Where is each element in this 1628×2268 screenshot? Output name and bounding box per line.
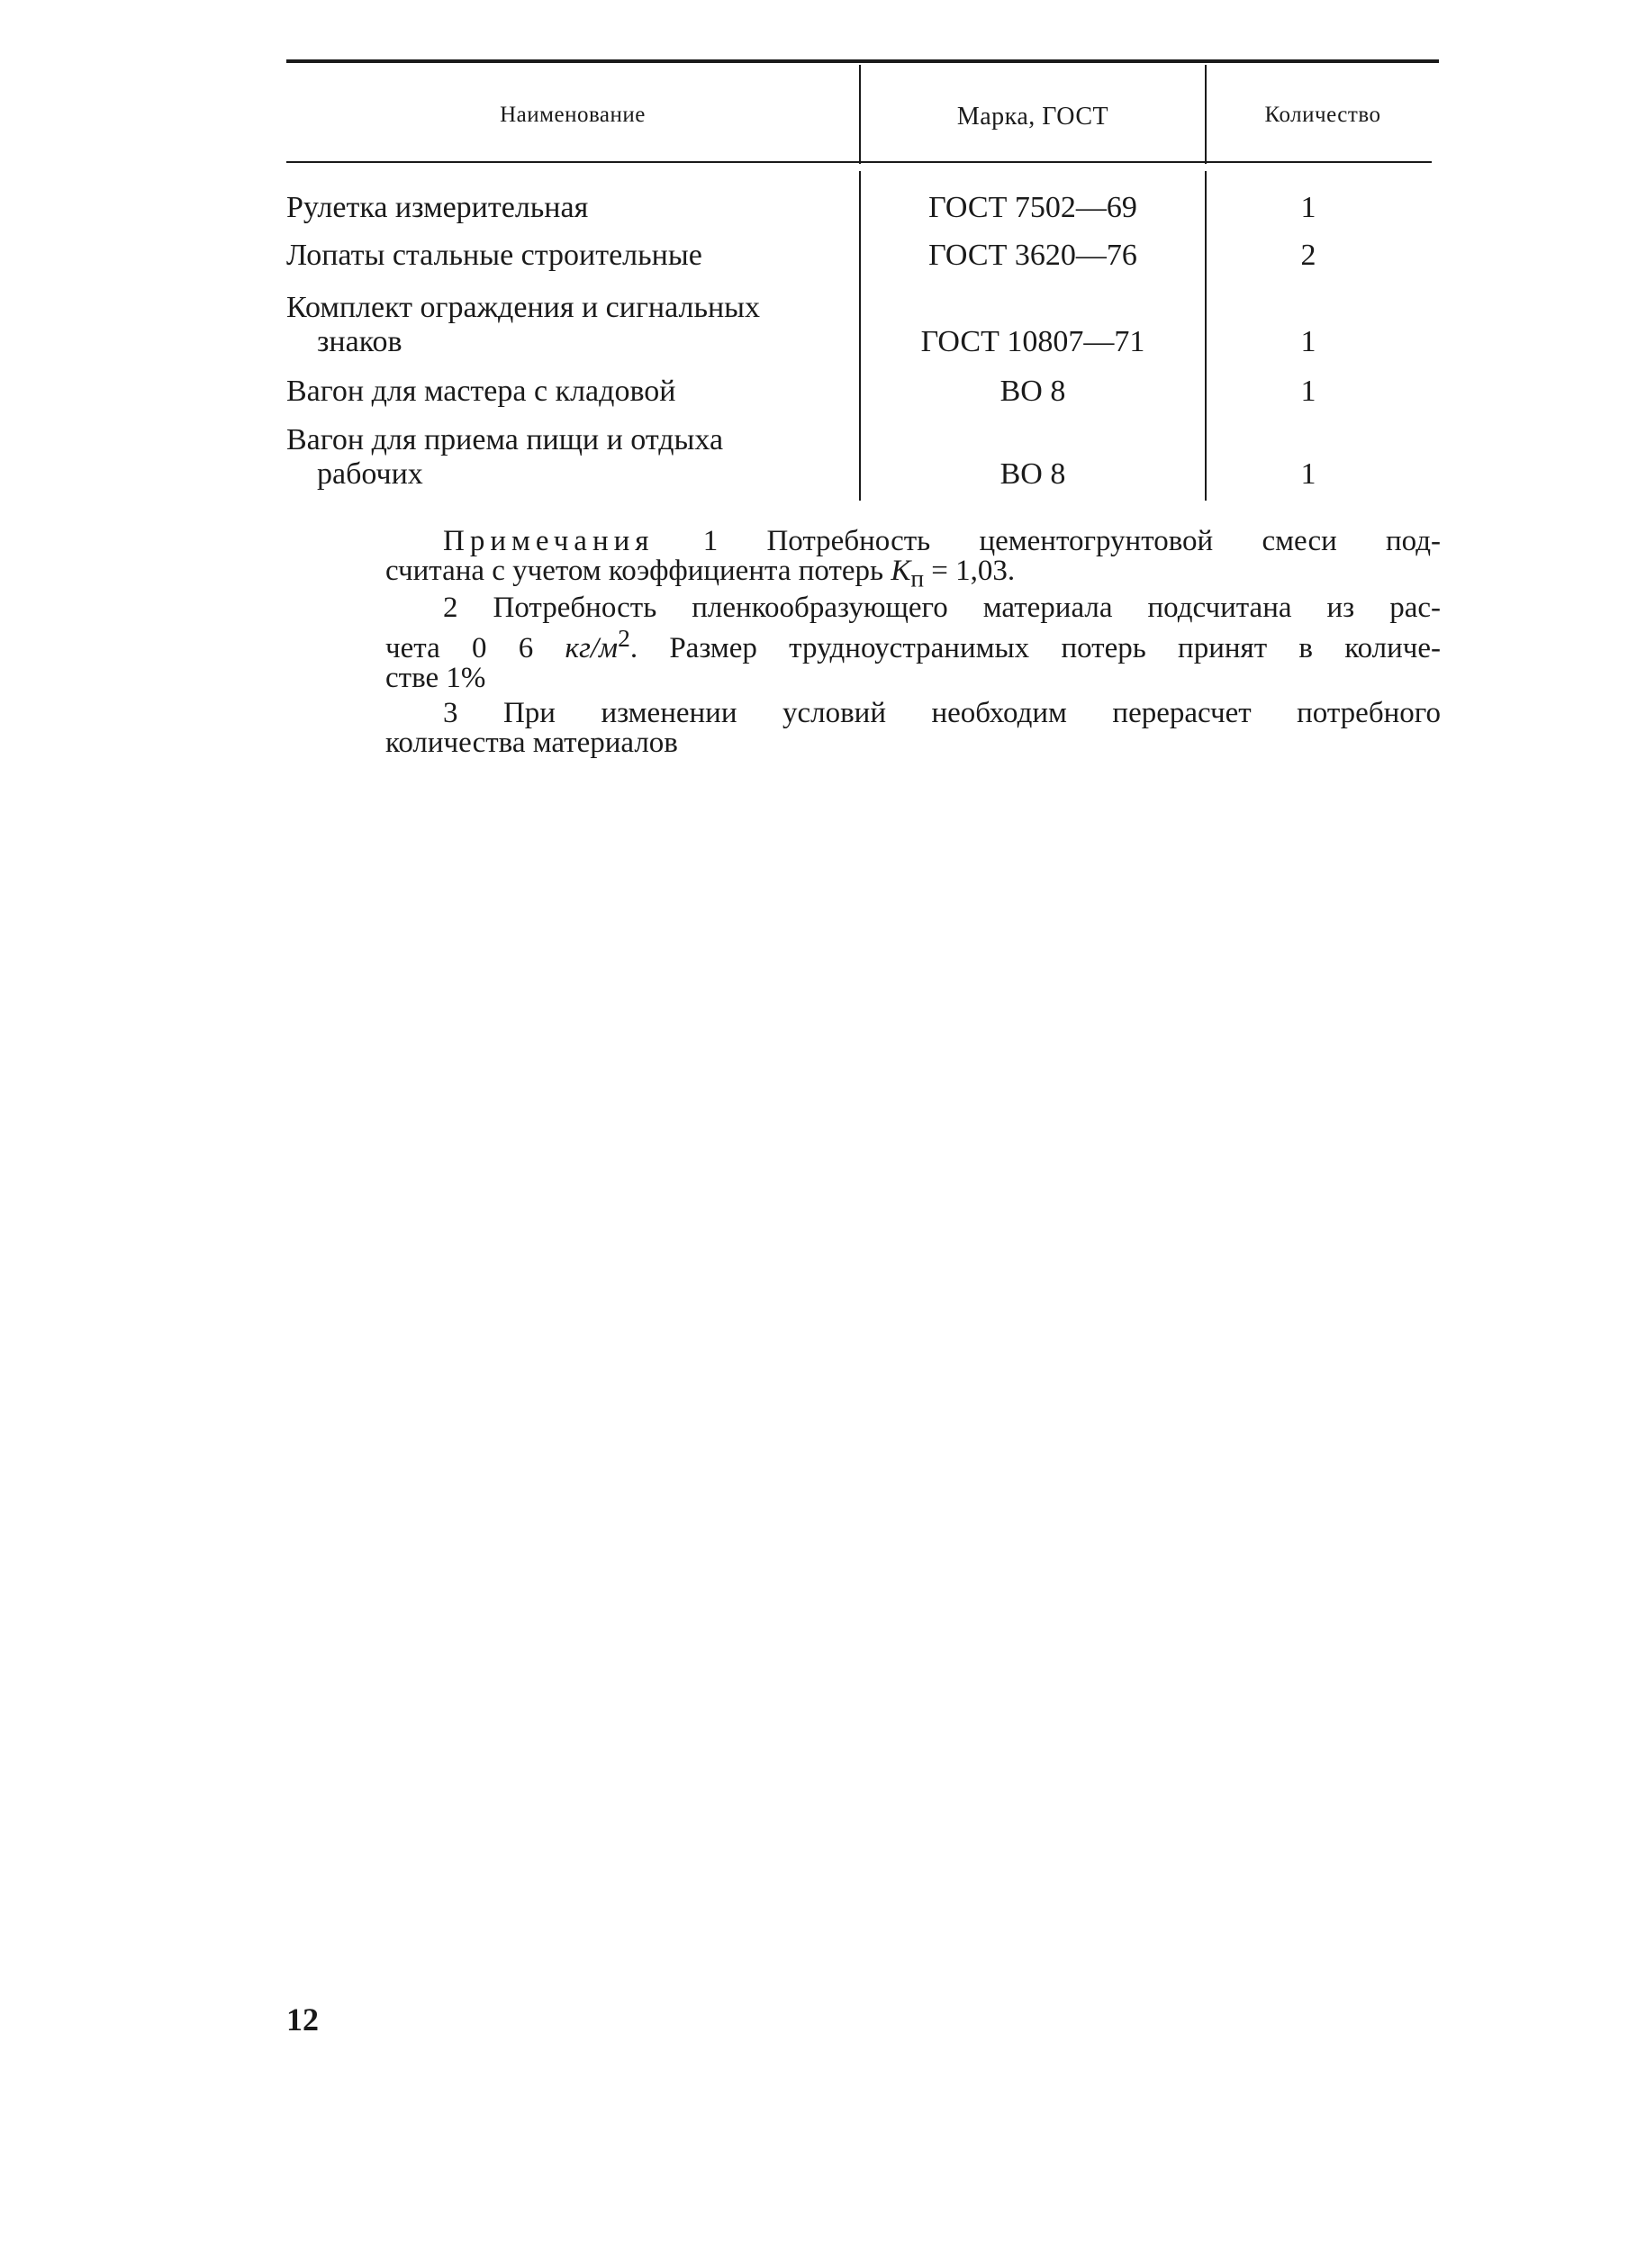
- header-name: Наименование: [500, 103, 646, 127]
- note-2-line: чета 0 6 $кг/м^2$. Размер трудноустранимых потерь принят в количе-: [385, 623, 1442, 664]
- unit: кг/м: [565, 631, 619, 664]
- header-qty: Количество: [1264, 103, 1381, 127]
- note-3-line: количества материалов: [385, 726, 678, 759]
- note-2-line: 2 Потребность пленкообразующего материала подсчитана из рас-: [443, 591, 1441, 624]
- note-3-line: 3 При изменении условий необходим перерасчет потребного: [443, 696, 1441, 729]
- table-row-qty: 1: [1300, 191, 1316, 224]
- table-row-qty: 1: [1300, 325, 1316, 358]
- table-row-mark: ГОСТ 3620—76: [928, 239, 1137, 272]
- note-2-line: стве 1%: [385, 661, 486, 694]
- table-row-mark: ВО 8: [999, 375, 1066, 408]
- table-row-mark: ВО 8: [999, 457, 1066, 491]
- table-row-name: Лопаты стальные строительные: [286, 239, 702, 272]
- note-1-text: считана с учетом коэффициента потерь: [385, 555, 884, 587]
- notes-label: Примечания: [443, 525, 655, 557]
- note-1-text: Потребность цементогрунтовой смеси под-: [766, 525, 1441, 557]
- page-number: 12: [286, 2001, 319, 2038]
- note-1-line: [385, 527, 1441, 556]
- table-row-qty: 1: [1300, 457, 1316, 491]
- unit-superscript: 2: [618, 623, 630, 652]
- table-row-qty: 2: [1300, 239, 1316, 272]
- table-row-mark: ГОСТ 7502—69: [928, 191, 1137, 224]
- materials-table: [286, 56, 1439, 506]
- table-row-name: Комплект ограждения и сигнальных знаков: [286, 291, 761, 358]
- note-1-number: 1: [702, 525, 719, 557]
- table-row-mark: ГОСТ 10807—71: [920, 325, 1145, 358]
- formula-value: = 1,03.: [924, 555, 1016, 587]
- table-row-name: Вагон для приема пищи и отдыха рабочих: [286, 423, 724, 491]
- table-row-qty: 1: [1300, 375, 1316, 408]
- table-row-name: Рулетка измерительная: [286, 191, 589, 224]
- formula-k: K: [891, 555, 911, 587]
- note-1-line: [385, 556, 1441, 593]
- formula-subscript: п: [910, 564, 925, 592]
- notes-block: [385, 527, 1441, 758]
- table-top-rule: [286, 59, 1439, 63]
- table-row-name: Вагон для мастера с кладовой: [286, 375, 676, 408]
- header-mark: Марка, ГОСТ: [956, 103, 1109, 131]
